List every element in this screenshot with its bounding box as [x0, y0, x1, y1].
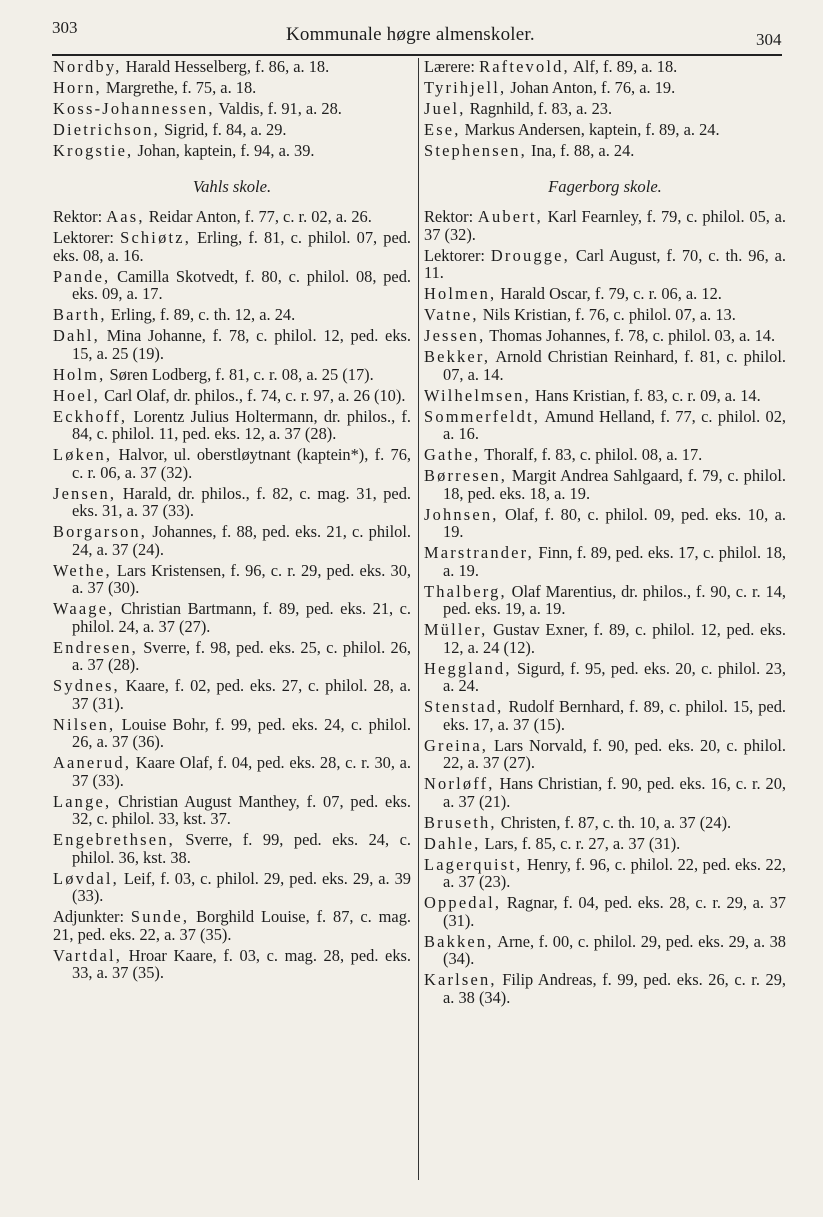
- surname: Wethe,: [53, 560, 112, 580]
- staff-entry: [53, 639, 411, 674]
- staff-entry: [424, 306, 786, 324]
- staff-entry: [424, 348, 786, 383]
- surname: Gathe,: [424, 445, 481, 464]
- entry-details: Carl August, f. 70, c. th. 96, a. 11.: [424, 245, 786, 282]
- section-heading: Fagerborg skole.: [548, 176, 662, 196]
- surname: Krogstie,: [53, 141, 134, 160]
- staff-entry: [424, 285, 786, 303]
- surname: Horn,: [53, 78, 102, 97]
- entry-details: Harald Oscar, f. 79, c. r. 06, a. 12.: [496, 284, 722, 303]
- surname: Jensen,: [53, 483, 117, 503]
- entry-details: Sverre, f. 99, ped. eks. 24, c. philol. 36, kst. 38.: [72, 830, 411, 867]
- staff-entry: [53, 306, 411, 324]
- entry-details: Louise Bohr, f. 99, ped. eks. 24, c. philol. 26, a. 37 (36).: [72, 714, 411, 751]
- surname: Dahl,: [53, 326, 100, 345]
- entry-details: Ragnhild, f. 83, a. 23.: [465, 99, 613, 118]
- entry-details: Alf, f. 89, a. 18.: [569, 57, 678, 76]
- entry-details: Arnold Christian Reinhard, f. 81, c. philol. 07, a. 14.: [443, 347, 786, 384]
- staff-entry: [53, 268, 411, 303]
- staff-entry: [424, 660, 786, 695]
- entry-details: Amund Helland, f. 77, c. philol. 02, a. 16.: [443, 406, 786, 443]
- surname: Müller,: [424, 620, 488, 639]
- entry-details: Borghild Louise, f. 87, c. mag. 21, ped. eks. 22, a. 37 (35).: [53, 907, 411, 944]
- surname: Vartdal,: [53, 945, 123, 965]
- surname: Eckhoff,: [53, 406, 128, 426]
- surname: Stephensen,: [424, 141, 527, 160]
- staff-entry: [53, 947, 411, 982]
- entry-details: Rudolf Bernhard, f. 89, c. philol. 15, ped. eks. 17, a. 37 (15).: [443, 697, 786, 734]
- surname: Bekker,: [424, 347, 491, 366]
- column-divider: [418, 58, 419, 1180]
- staff-entry: [424, 971, 786, 1006]
- entry-details: Mina Johanne, f. 78, c. philol. 12, ped. eks. 15, a. 25 (19).: [72, 326, 411, 363]
- staff-entry: [53, 754, 411, 789]
- staff-entry: [424, 142, 786, 160]
- staff-entry: [53, 446, 411, 481]
- surname: Ese,: [424, 120, 461, 139]
- entry-details: Leif, f. 03, c. philol. 29, ped. eks. 29, a. 39 (33).: [72, 868, 411, 905]
- surname: Waage,: [53, 599, 115, 618]
- entry-details: Thoralf, f. 83, c. philol. 08, a. 17.: [480, 445, 703, 464]
- surname: Schiøtz,: [120, 228, 191, 247]
- surname: Wilhelmsen,: [424, 385, 531, 405]
- entry-details: Carl Olaf, dr. philos., f. 74, c. r. 97, a. 26 (10).: [99, 385, 406, 405]
- entry-details: Sigrid, f. 84, a. 29.: [159, 120, 287, 139]
- header-rule: [52, 54, 782, 56]
- staff-entry: [424, 408, 786, 443]
- right-column: [424, 58, 786, 1010]
- surname: Norløff,: [424, 774, 495, 793]
- surname: Løvdal,: [53, 868, 119, 888]
- surname: Vatne,: [424, 305, 479, 324]
- entry-details: Christen, f. 87, c. th. 10, a. 37 (24).: [496, 812, 732, 832]
- entry-details: Hroar Kaare, f. 03, c. mag. 28, ped. eks. 33, a. 37 (35).: [72, 945, 411, 982]
- surname: Løken,: [53, 445, 113, 464]
- staff-entry: [424, 506, 786, 541]
- staff-entry: [424, 58, 786, 76]
- surname: Tyrihjell,: [424, 78, 507, 97]
- surname: Bruseth,: [424, 812, 497, 832]
- staff-entry: [424, 100, 786, 118]
- staff-entry: [424, 121, 786, 139]
- role-label: Rektor:: [424, 207, 478, 226]
- staff-entry: [53, 870, 411, 905]
- staff-entry: [424, 208, 786, 243]
- entry-details: Kaare Olaf, f. 04, ped. eks. 28, c. r. 30, a. 37 (33).: [72, 753, 411, 790]
- surname: Aas,: [106, 207, 145, 226]
- entry-details: Lorentz Julius Holtermann, dr. philos., f. 84, c. philol. 11, ped. eks. 12, a. 37 (28).: [72, 406, 411, 443]
- surname: Karlsen,: [424, 970, 497, 989]
- surname: Holmen,: [424, 284, 497, 303]
- staff-entry: [53, 366, 411, 384]
- entry-details: Thomas Johannes, f. 78, c. philol. 03, a. 14.: [485, 326, 776, 345]
- staff-entry: [53, 79, 411, 97]
- staff-entry: [53, 208, 411, 226]
- role-label: Lærere:: [424, 57, 480, 76]
- staff-entry: [53, 327, 411, 362]
- entry-details: Reidar Anton, f. 77, c. r. 02, a. 26.: [144, 207, 372, 226]
- entry-details: Lars Kristensen, f. 96, c. r. 29, ped. eks. 30, a. 37 (30).: [72, 560, 411, 597]
- surname: Lange,: [53, 791, 112, 811]
- staff-entry: [424, 544, 786, 579]
- entry-details: Harald Hesselberg, f. 86, a. 18.: [121, 57, 330, 76]
- surname: Raftevold,: [479, 57, 570, 76]
- entry-details: Ragnar, f. 04, ped. eks. 28, c. r. 29, a. 37 (31).: [443, 893, 786, 930]
- role-label: Lektorer:: [53, 228, 121, 247]
- entry-details: Harald, dr. philos., f. 82, c. mag. 31, ped. eks. 31, a. 37 (33).: [72, 483, 411, 520]
- staff-entry: [53, 793, 411, 828]
- entry-details: Johannes, f. 88, ped. eks. 21, c. philol. 24, a. 37 (24).: [72, 522, 411, 559]
- staff-entry: [424, 835, 786, 853]
- surname: Barth,: [53, 305, 107, 324]
- staff-entry: [53, 387, 411, 405]
- surname: Drougge,: [490, 245, 570, 265]
- surname: Sydnes,: [53, 676, 120, 695]
- running-title: Kommunale høgre almenskoler.: [286, 24, 535, 45]
- staff-entry: [53, 523, 411, 558]
- surname: Hoel,: [53, 385, 100, 405]
- surname: Børresen,: [424, 466, 508, 485]
- page-header: [0, 0, 823, 56]
- surname: Johnsen,: [424, 504, 499, 524]
- staff-entry: [53, 716, 411, 751]
- surname: Holm,: [53, 364, 106, 384]
- entry-details: Olaf Marentius, dr. philos., f. 90, c. r. 14, ped. eks. 19, a. 19.: [443, 581, 786, 618]
- staff-entry: [424, 387, 786, 405]
- left-column: [53, 58, 411, 985]
- surname: Aanerud,: [53, 753, 132, 772]
- surname: Pande,: [53, 266, 111, 286]
- surname: Koss-Johannessen,: [53, 99, 215, 118]
- staff-entry: [53, 408, 411, 443]
- surname: Oppedal,: [424, 893, 502, 912]
- staff-entry: [424, 467, 786, 502]
- entry-details: Halvor, ul. oberstløytnant (kaptein*), f. 76, c. r. 06, a. 37 (32).: [72, 445, 411, 482]
- surname: Engebrethsen,: [53, 830, 175, 849]
- entry-details: Olaf, f. 80, c. philol. 09, ped. eks. 10, a. 19.: [443, 504, 786, 541]
- staff-entry: [53, 142, 411, 160]
- staff-entry: [424, 247, 786, 282]
- surname: Heggland,: [424, 658, 512, 678]
- surname: Juel,: [424, 99, 466, 118]
- surname: Jessen,: [424, 326, 486, 345]
- entry-details: Markus Andersen, kaptein, f. 89, a. 24.: [460, 120, 720, 139]
- entry-details: Ina, f. 88, a. 24.: [526, 141, 635, 160]
- entry-details: Sverre, f. 98, ped. eks. 25, c. philol. 26, a. 37 (28).: [72, 637, 411, 674]
- surname: Endresen,: [53, 637, 138, 657]
- entry-details: Lars Norvald, f. 90, ped. eks. 20, c. philol. 22, a. 37 (27).: [443, 735, 786, 772]
- staff-entry: [424, 737, 786, 772]
- staff-entry: [53, 229, 411, 264]
- section-heading: Vahls skole.: [192, 176, 272, 196]
- entry-details: Johan, kaptein, f. 94, a. 39.: [133, 141, 315, 160]
- staff-entry: [424, 814, 786, 832]
- staff-entry: [424, 583, 786, 618]
- surname: Marstrander,: [424, 543, 534, 562]
- surname: Borgarson,: [53, 522, 148, 541]
- page-number-left: 303: [52, 18, 78, 37]
- staff-entry: [424, 894, 786, 929]
- staff-entry: [53, 831, 411, 866]
- surname: Greina,: [424, 735, 489, 755]
- staff-entry: [424, 327, 786, 345]
- staff-entry: [424, 698, 786, 733]
- surname: Sunde,: [130, 907, 190, 926]
- entry-details: Christian Bartmann, f. 89, ped. eks. 21, c. philol. 24, a. 37 (27).: [72, 599, 411, 636]
- entry-details: Hans Kristian, f. 83, c. r. 09, a. 14.: [530, 385, 761, 405]
- entry-details: Nils Kristian, f. 76, c. philol. 07, a. 13.: [478, 305, 736, 324]
- staff-entry: [53, 908, 411, 943]
- surname: Aubert,: [477, 207, 543, 226]
- staff-entry: [53, 485, 411, 520]
- surname: Bakken,: [424, 931, 494, 951]
- role-label: Rektor:: [53, 207, 107, 226]
- staff-entry: [53, 677, 411, 712]
- staff-entry: [424, 933, 786, 968]
- entry-details: Hans Christian, f. 90, ped. eks. 16, c. r. 20, a. 37 (21).: [443, 774, 786, 811]
- entry-details: Finn, f. 89, ped. eks. 17, c. philol. 18, a. 19.: [443, 543, 786, 580]
- surname: Dietrichson,: [53, 120, 160, 139]
- entry-details: Gustav Exner, f. 89, c. philol. 12, ped. eks. 12, a. 24 (12).: [443, 620, 786, 657]
- staff-entry: [53, 600, 411, 635]
- surname: Thalberg,: [424, 581, 507, 601]
- page-number-right: 304: [756, 30, 782, 49]
- staff-entry: [53, 100, 411, 118]
- entry-details: Christian August Manthey, f. 07, ped. eks. 32, c. philol. 33, kst. 37.: [72, 791, 411, 828]
- staff-entry: [53, 562, 411, 597]
- entry-details: Søren Lodberg, f. 81, c. r. 08, a. 25 (17).: [105, 364, 374, 384]
- entry-details: Camilla Skotvedt, f. 80, c. philol. 08, ped. eks. 09, a. 17.: [72, 266, 411, 303]
- surname: Nordby,: [53, 57, 122, 76]
- staff-entry: [424, 775, 786, 810]
- staff-entry: [424, 79, 786, 97]
- entry-details: Karl Fearnley, f. 79, c. philol. 05, a. 37 (32).: [424, 207, 787, 244]
- entry-details: Lars, f. 85, c. r. 27, a. 37 (31).: [480, 833, 681, 853]
- staff-entry: [424, 856, 786, 891]
- entry-details: Margit Andrea Sahlgaard, f. 79, c. philol. 18, ped. eks. 18, a. 19.: [443, 466, 786, 503]
- staff-entry: [53, 58, 411, 76]
- surname: Sommerfeldt,: [424, 406, 541, 426]
- entry-details: Erling, f. 81, c. philol. 07, ped. eks. 08, a. 16.: [53, 228, 412, 265]
- surname: Nilsen,: [53, 714, 116, 734]
- entry-details: Sigurd, f. 95, ped. eks. 20, c. philol. 23, a. 24.: [443, 658, 786, 695]
- staff-entry: [53, 121, 411, 139]
- staff-entry: [424, 621, 786, 656]
- entry-details: Erling, f. 89, c. th. 12, a. 24.: [106, 305, 296, 324]
- entry-details: Filip Andreas, f. 99, ped. eks. 26, c. r. 29, a. 38 (34).: [443, 970, 786, 1007]
- entry-details: Margrethe, f. 75, a. 18.: [101, 78, 257, 97]
- entry-details: Johan Anton, f. 76, a. 19.: [506, 78, 676, 97]
- entry-details: Valdis, f. 91, a. 28.: [214, 99, 342, 118]
- surname: Stenstad,: [424, 697, 504, 716]
- role-label: Adjunkter:: [53, 907, 131, 926]
- entry-details: Henry, f. 96, c. philol. 22, ped. eks. 22, a. 37 (23).: [443, 854, 786, 891]
- entry-details: Arne, f. 00, c. philol. 29, ped. eks. 29, a. 38 (34).: [443, 931, 786, 968]
- staff-entry: [424, 446, 786, 464]
- surname: Lagerquist,: [424, 854, 523, 874]
- role-label: Lektorer:: [424, 245, 491, 265]
- surname: Dahle,: [424, 833, 481, 853]
- entry-details: Kaare, f. 02, ped. eks. 27, c. philol. 28, a. 37 (31).: [72, 676, 411, 713]
